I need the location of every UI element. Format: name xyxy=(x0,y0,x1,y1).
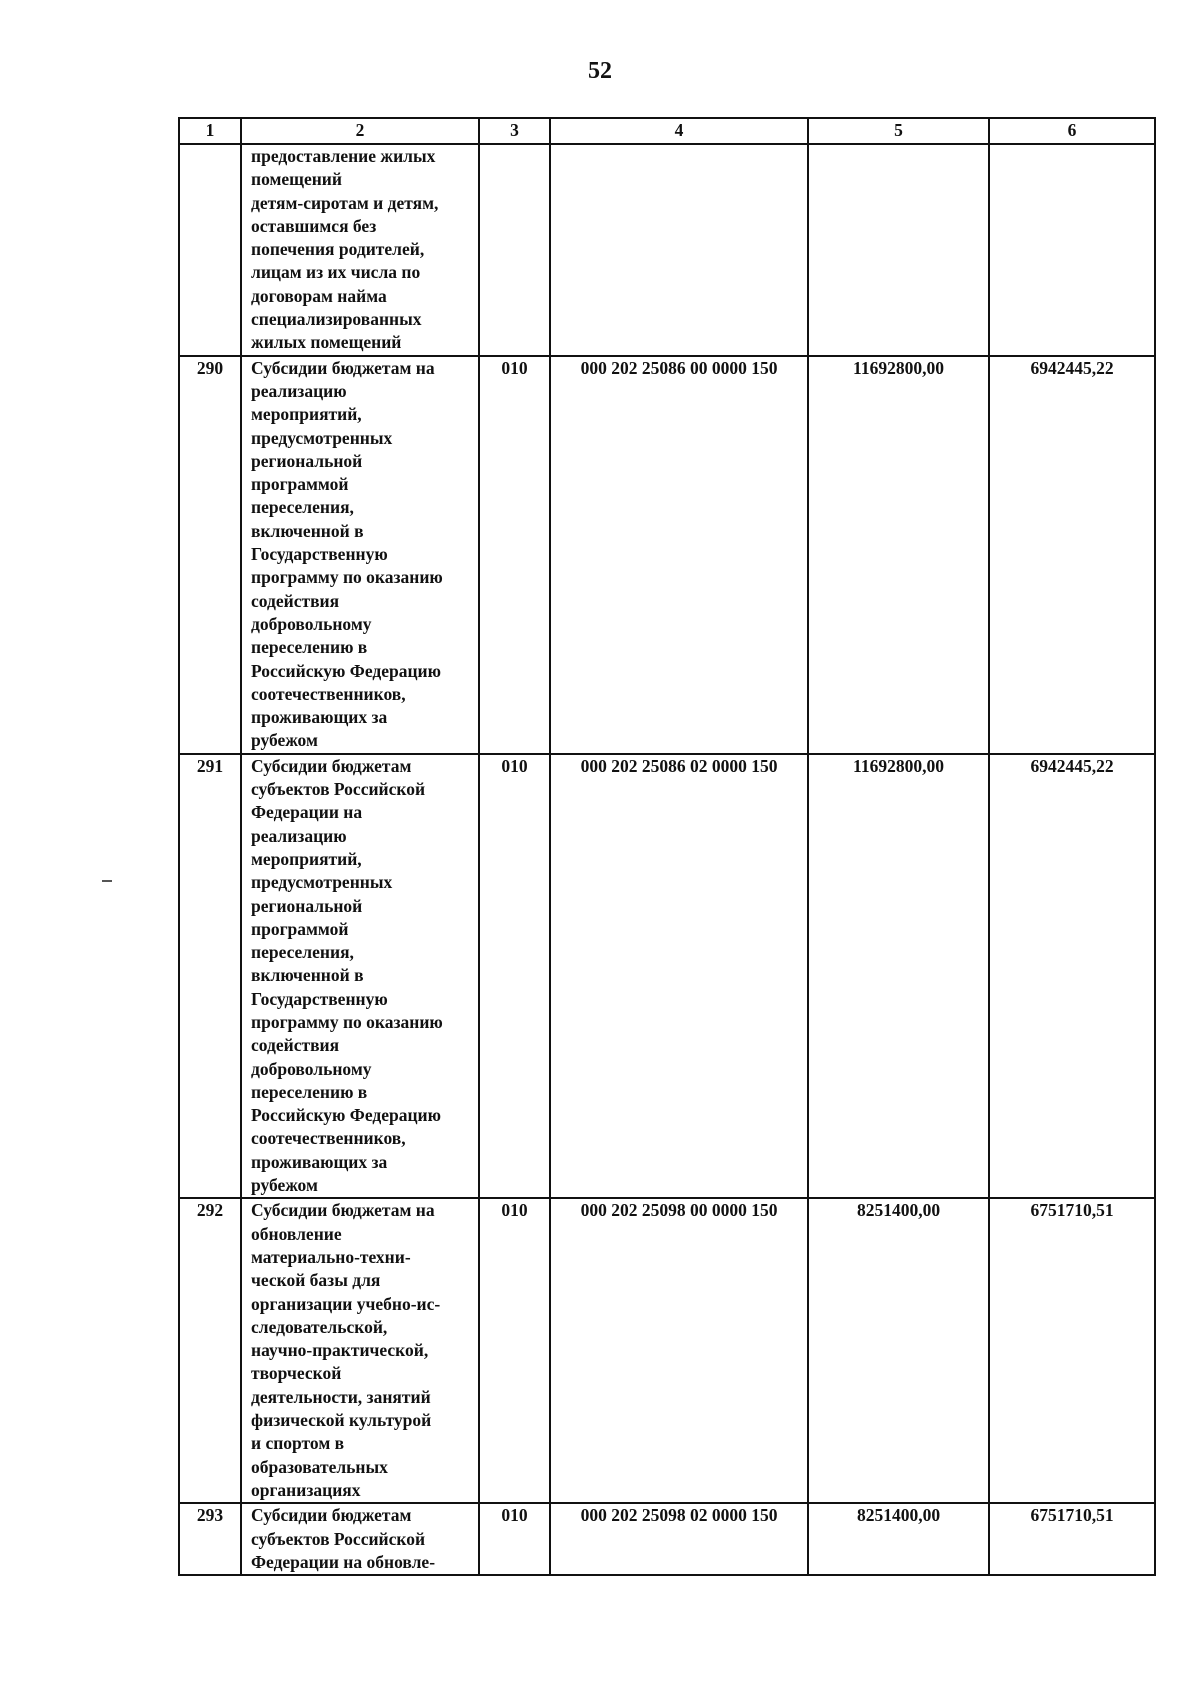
row-number: 291 xyxy=(179,754,241,1199)
row-code: 010 xyxy=(479,1503,550,1575)
row-executed: 6942445,22 xyxy=(989,356,1155,754)
row-classification: 000 202 25086 02 0000 150 xyxy=(550,754,808,1199)
row-classification xyxy=(550,144,808,356)
table-row xyxy=(179,754,1155,1199)
row-executed: 6751710,51 xyxy=(989,1503,1155,1575)
column-header-1: 1 xyxy=(179,118,241,144)
row-description: Субсидии бюджетам субъектов Российской Федерации на обновле- xyxy=(241,1503,479,1575)
row-executed: 6942445,22 xyxy=(989,754,1155,1199)
page-number: 52 xyxy=(588,58,612,84)
row-description: Субсидии бюджетам на обновление материально-техни- ческой базы для организации учебно-ис- следовательской, научно-практической, творческой деятельности, занятий физической культурой и спортом в образовательных организациях xyxy=(241,1198,479,1503)
row-description: Субсидии бюджетам на реализацию мероприятий, предусмотренных региональной программой переселения, включенной в Государственную программу по оказанию содействия добровольному переселению в Российскую Федерацию соотечественников, проживающих за рубежом xyxy=(241,356,479,754)
row-number: 293 xyxy=(179,1503,241,1575)
row-executed: 6751710,51 xyxy=(989,1198,1155,1503)
row-classification: 000 202 25098 02 0000 150 xyxy=(550,1503,808,1575)
table-row xyxy=(179,1198,1155,1503)
row-number: 290 xyxy=(179,356,241,754)
table-row xyxy=(179,144,1155,356)
table-header xyxy=(179,118,1155,144)
scan-artifact-mark xyxy=(102,880,112,882)
row-classification: 000 202 25086 00 0000 150 xyxy=(550,356,808,754)
row-planned: 11692800,00 xyxy=(808,356,989,754)
row-code: 010 xyxy=(479,1198,550,1503)
column-header-6: 6 xyxy=(989,118,1155,144)
row-number: 292 xyxy=(179,1198,241,1503)
table-row xyxy=(179,1503,1155,1575)
table-body xyxy=(179,144,1155,1575)
row-executed xyxy=(989,144,1155,356)
header-row xyxy=(179,118,1155,144)
row-planned xyxy=(808,144,989,356)
column-header-5: 5 xyxy=(808,118,989,144)
column-header-3: 3 xyxy=(479,118,550,144)
budget-table xyxy=(178,117,1156,1576)
table-row xyxy=(179,356,1155,754)
column-header-4: 4 xyxy=(550,118,808,144)
row-number xyxy=(179,144,241,356)
row-code: 010 xyxy=(479,356,550,754)
row-code: 010 xyxy=(479,754,550,1199)
row-classification: 000 202 25098 00 0000 150 xyxy=(550,1198,808,1503)
row-planned: 8251400,00 xyxy=(808,1198,989,1503)
row-planned: 11692800,00 xyxy=(808,754,989,1199)
row-code xyxy=(479,144,550,356)
row-description: предоставление жилых помещений детям-сиротам и детям, оставшимся без попечения родителей, лицам из их числа по договорам найма специализированных жилых помещений xyxy=(241,144,479,356)
row-planned: 8251400,00 xyxy=(808,1503,989,1575)
column-header-2: 2 xyxy=(241,118,479,144)
row-description: Субсидии бюджетам субъектов Российской Федерации на реализацию мероприятий, предусмотренных региональной программой переселения, включенной в Государственную программу по оказанию содействия добровольному переселению в Российскую Федерацию соотечественников, проживающих за рубежом xyxy=(241,754,479,1199)
